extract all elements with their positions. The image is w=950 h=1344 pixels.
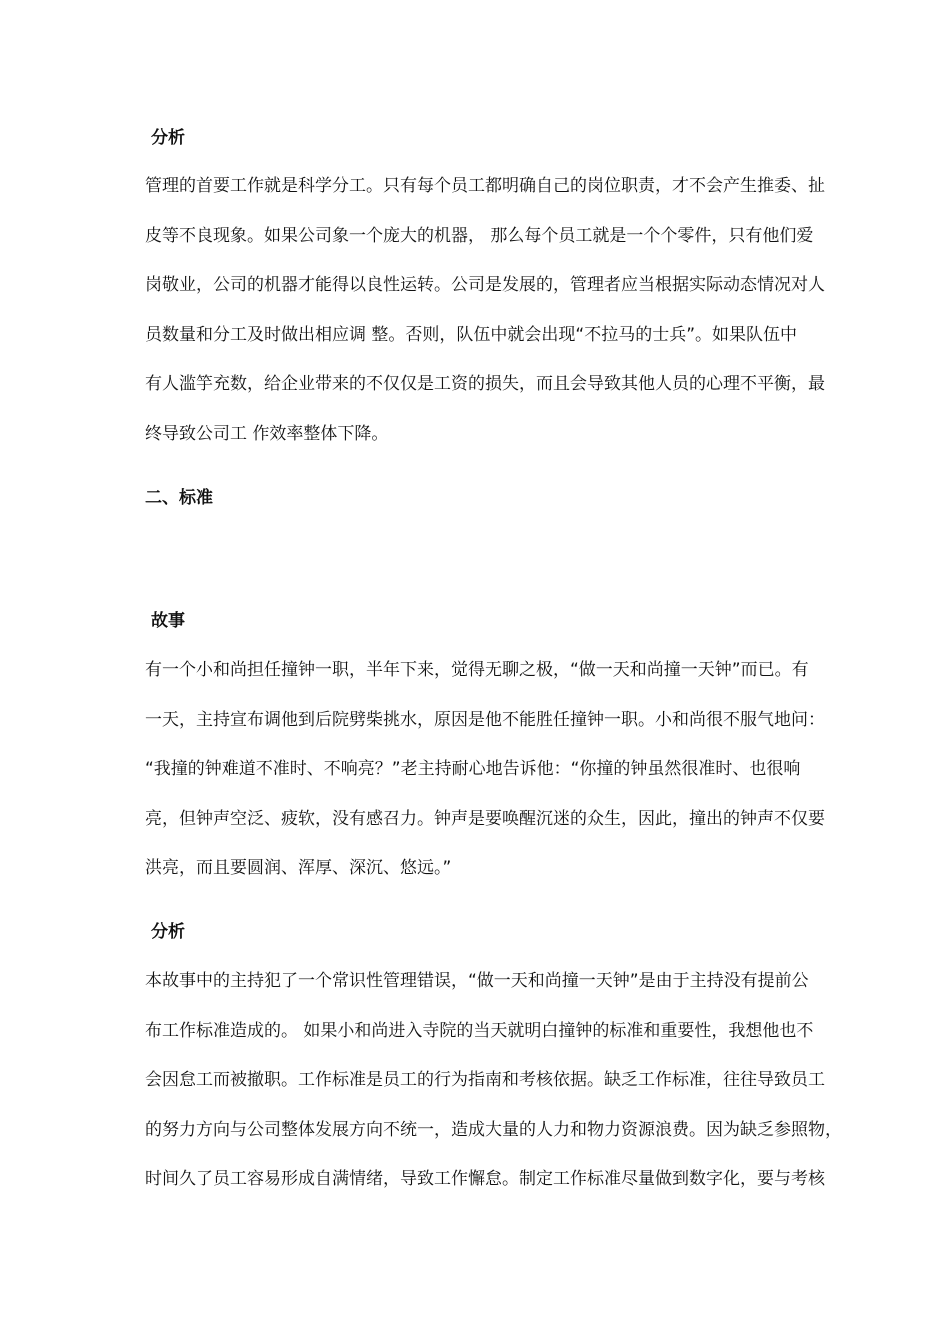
paragraph-line: 终导致公司工 作效率整体下降。 [145, 423, 389, 444]
paragraph-line: 亮，但钟声空泛、疲软，没有感召力。钟声是要唤醒沉迷的众生，因此，撞出的钟声不仅要 [145, 808, 825, 829]
section-heading-standard: 二、标准 [145, 488, 213, 508]
story-paragraph [145, 646, 825, 894]
paragraph-line: 一天，主持宣布调他到后院劈柴挑水，原因是他不能胜任撞钟一职。小和尚很不服气地问： [145, 709, 825, 730]
paragraph-line: 本故事中的主持犯了一个常识性管理错误，“做一天和尚撞一天钟”是由于主持没有提前公 [145, 971, 809, 991]
paragraph-line: 布工作标准造成的。 如果小和尚进入寺院的当天就明白撞钟的标准和重要性，我想他也不 [145, 1020, 814, 1041]
paragraph-line: 员数量和分工及时做出相应调 整。否则，队伍中就会出现“不拉马的士兵”。如果队伍中 [145, 324, 798, 345]
paragraph-line: 岗敬业，公司的机器才能得以良性运转。公司是发展的，管理者应当根据实际动态情况对人 [145, 275, 825, 296]
paragraph-line: 时间久了员工容易形成自满情绪，导致工作懈怠。制定工作标准尽量做到数字化，要与考核 [145, 1169, 825, 1190]
analysis-paragraph-2 [145, 957, 842, 1205]
paragraph-line: “我撞的钟难道不准时、不响亮？”老主持耐心地告诉他：“你撞的钟虽然很准时、也很响 [145, 759, 801, 780]
analysis-heading-1: 分析 [151, 128, 185, 148]
story-heading: 故事 [151, 611, 185, 631]
paragraph-line: 管理的首要工作就是科学分工。只有每个员工都明确自己的岗位职责，才不会产生推委、扯 [145, 176, 825, 196]
analysis-paragraph-1 [145, 162, 825, 460]
paragraph-line: 洪亮，而且要圆润、浑厚、深沉、悠远。” [145, 858, 452, 879]
paragraph-line: 有一个小和尚担任撞钟一职，半年下来，觉得无聊之极，“做一天和尚撞一天钟”而已。有 [145, 660, 809, 680]
paragraph-line: 会因怠工而被撤职。工作标准是员工的行为指南和考核依据。缺乏工作标准，往往导致员工 [145, 1070, 825, 1091]
paragraph-line: 的努力方向与公司整体发展方向不统一，造成大量的人力和物力资源浪费。因为缺乏参照物， [145, 1119, 842, 1140]
paragraph-line: 皮等不良现象。如果公司象一个庞大的机器， 那么每个员工就是一个个零件，只有他们爱 [145, 225, 814, 246]
paragraph-line: 有人滥竽充数，给企业带来的不仅仅是工资的损失，而且会导致其他人员的心理不平衡，最 [145, 374, 825, 395]
analysis-heading-2: 分析 [151, 922, 185, 942]
